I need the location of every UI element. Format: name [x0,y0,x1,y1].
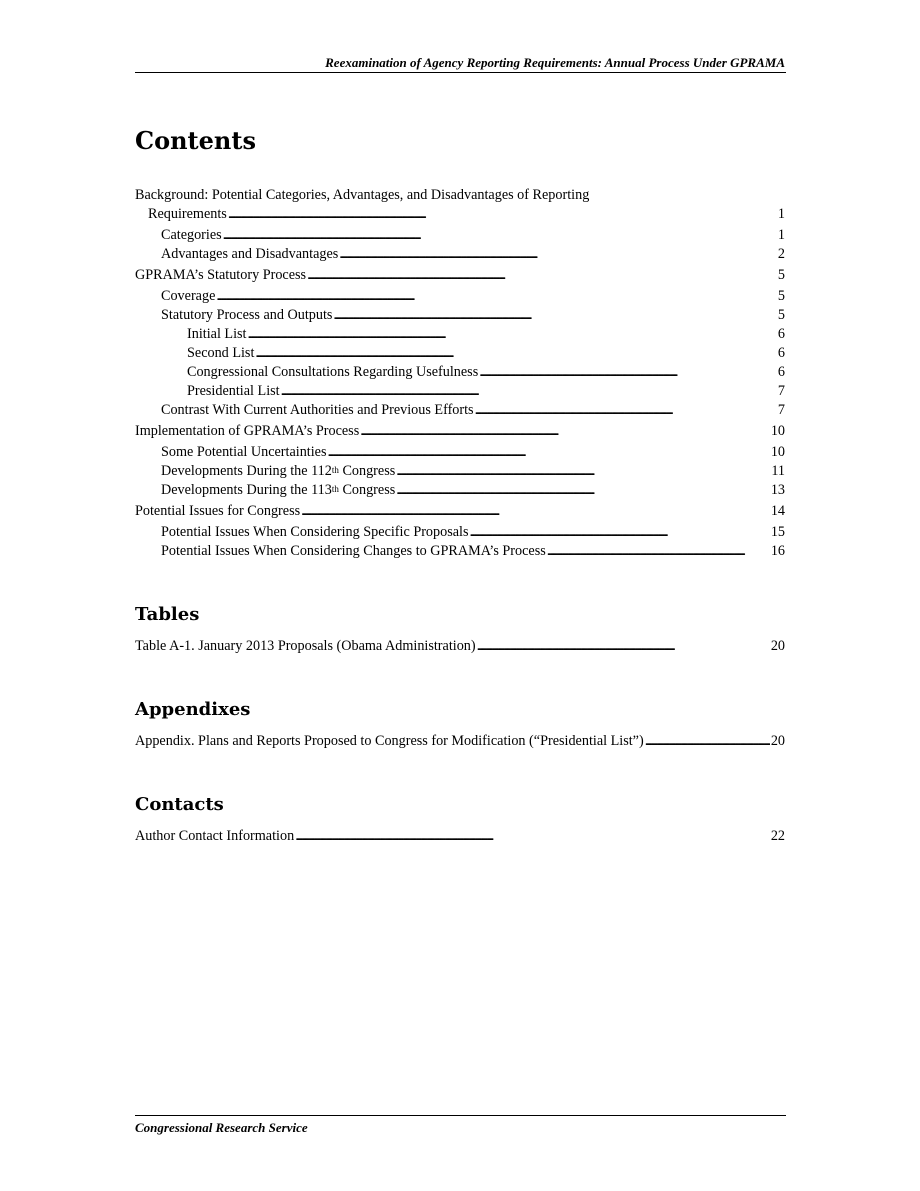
toc-entry-contrast[interactable] [135,401,785,420]
table-of-contents [135,124,785,846]
toc-entry-page: 22 [770,828,785,844]
toc-entry-label: Congressional Consultations Regarding Usefulness [187,364,479,380]
toc-entry-label: Coverage [161,288,216,304]
toc-entry-coverage[interactable] [135,287,785,306]
toc-entry-label: Implementation of GPRAMA’s Process [135,423,360,439]
toc-entry-page: 6 [777,326,785,342]
toc-entry-label: Requirements [148,206,227,222]
toc-entry-label: Some Potential Uncertainties [161,444,327,460]
toc-entry-page: 7 [777,383,785,399]
dot-leader [547,542,770,561]
appendixes-list [135,732,785,751]
toc-entry-author-contact[interactable] [135,827,785,846]
toc-entry-changes-process[interactable] [135,542,785,561]
dot-leader [645,732,770,751]
toc-entry-label: GPRAMA’s Statutory Process [135,267,307,283]
toc-entry-page: 11 [771,463,785,479]
toc-entry-page: 6 [777,364,785,380]
toc-entry-consultations[interactable] [135,363,785,382]
toc-entry-label: Contrast With Current Authorities and Previous Efforts [161,402,474,418]
toc-entry-categories[interactable] [135,226,785,245]
dot-leader [333,306,776,325]
toc-entry-label: Second List [187,345,255,361]
dot-leader [396,462,770,481]
toc-entry-label: Potential Issues for Congress [135,503,301,519]
dot-leader [396,481,770,500]
dot-leader [228,205,777,224]
toc-entry-advantages[interactable] [135,245,785,264]
dot-leader [477,637,770,656]
toc-entry-label: Initial List [187,326,247,342]
dot-leader [475,401,777,420]
toc-entry-background[interactable] [135,186,785,224]
toc-entry-page: 10 [770,423,785,439]
dot-leader [255,344,777,363]
toc-entry-label-line1: Background: Potential Categories, Advantages, and Disadvantages of Reporting [135,187,590,203]
dot-leader [301,502,770,521]
toc-entry-second-list[interactable] [135,344,785,363]
toc-entry-label: Table A-1. January 2013 Proposals (Obama Administration) [135,638,476,654]
dot-leader [327,443,769,462]
contacts-list [135,827,785,846]
dot-leader [223,226,777,245]
toc-entry-page: 5 [777,267,785,283]
toc-entry-appendix[interactable] [135,732,785,751]
tables-section [135,601,785,656]
dot-leader [339,245,777,264]
toc-entry-page: 5 [777,307,785,323]
toc-entry-label: Author Contact Information [135,828,295,844]
footer-rule [135,1115,786,1116]
dot-leader [470,523,770,542]
toc-entry-statutory-process[interactable] [135,266,785,285]
toc-entry-table-a1[interactable] [135,637,785,656]
contacts-heading: Contacts [135,794,224,815]
toc-entry-page: 5 [777,288,785,304]
toc-entry-process-outputs[interactable] [135,306,785,325]
dot-leader [295,827,770,846]
header-rule [135,72,786,73]
toc-entry-113th-congress[interactable] [135,481,785,500]
dot-leader [281,382,777,401]
toc-entry-page: 14 [770,503,785,519]
toc-entry-label: Presidential List [187,383,280,399]
toc-entry-page: 7 [777,402,785,418]
toc-entry-page: 16 [770,543,785,559]
contents-heading: Contents [135,126,256,155]
toc-entry-label: Developments During the 113th Congress [161,482,396,498]
toc-entry-page: 2 [777,246,785,262]
toc-entry-page: 10 [770,444,785,460]
toc-entry-page: 20 [770,733,785,749]
toc-entry-label: Statutory Process and Outputs [161,307,333,323]
toc-entry-page: 6 [777,345,785,361]
toc-entry-page: 15 [770,524,785,540]
toc-entry-112th-congress[interactable] [135,462,785,481]
toc-entry-label: Potential Issues When Considering Specific Proposals [161,524,469,540]
toc-entry-label: Advantages and Disadvantages [161,246,339,262]
tables-heading: Tables [135,604,200,625]
toc-entry-page: 20 [770,638,785,654]
toc-entry-page: 1 [777,227,785,243]
running-header: Reexamination of Agency Reporting Requirements: Annual Process Under GPRAMA [325,55,785,70]
toc-entry-specific-proposals[interactable] [135,523,785,542]
contents-list [135,186,785,561]
toc-entry-page: 13 [770,482,785,498]
toc-entry-label: Categories [161,227,222,243]
appendixes-section [135,696,785,751]
toc-entry-potential-issues[interactable] [135,502,785,521]
tables-list [135,637,785,656]
dot-leader [360,422,770,441]
toc-entry-uncertainties[interactable] [135,443,785,462]
toc-entry-label: Potential Issues When Considering Changes to GPRAMA’s Process [161,543,546,559]
toc-entry-initial-list[interactable] [135,325,785,344]
running-footer: Congressional Research Service [135,1120,308,1135]
dot-leader [307,266,777,285]
toc-entry-label: Appendix. Plans and Reports Proposed to Congress for Modification (“Presidential List”) [135,733,644,749]
dot-leader [216,287,777,306]
toc-entry-page: 1 [777,206,785,222]
dot-leader [248,325,777,344]
appendixes-heading: Appendixes [135,699,251,720]
toc-entry-presidential-list[interactable] [135,382,785,401]
toc-entry-label: Developments During the 112th Congress [161,463,396,479]
dot-leader [479,363,777,382]
toc-entry-implementation[interactable] [135,422,785,441]
contacts-section [135,791,785,846]
